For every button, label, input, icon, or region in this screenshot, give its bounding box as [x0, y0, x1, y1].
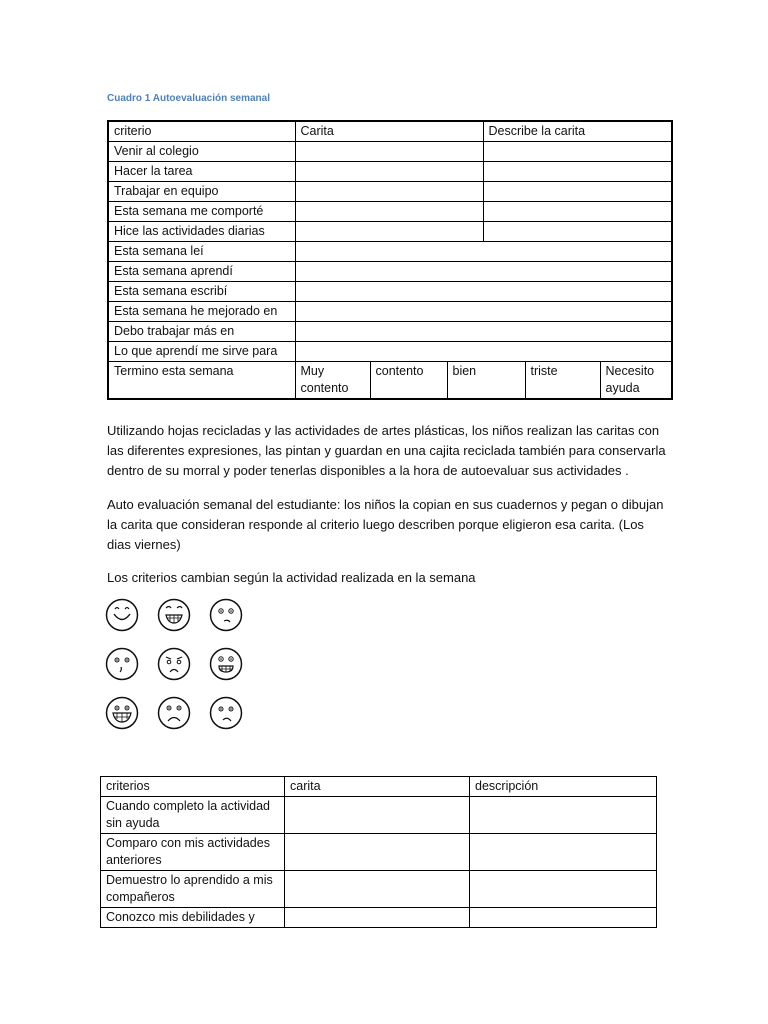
describe-cell [483, 222, 672, 242]
criteria-table [100, 776, 657, 928]
option-muy-contento: Muy contento [295, 362, 370, 400]
table-row [101, 908, 657, 928]
very-happy-face-icon [105, 598, 139, 632]
option-triste: triste [525, 362, 600, 400]
carita-cell [285, 834, 470, 871]
row-label: Cuando completo la actividad sin ayuda [101, 797, 285, 834]
table-header-row [101, 777, 657, 797]
neutral-face-icon [105, 647, 139, 681]
row-label: Lo que aprendí me sirve para [108, 342, 295, 362]
paragraph-weekly-evaluation: Auto evaluación semanal del estudiante: los niños la copian en sus cuadernos y pegan o dibujan la carita que consideran responde al criterio luego describen porque eligieron esa carita. (Los dias viernes) [107, 497, 664, 552]
grimace-face-icon [209, 647, 243, 681]
row-label: Demuestro lo aprendido a mis compañeros [101, 871, 285, 908]
table-row [108, 322, 672, 342]
answer-cell [295, 262, 672, 282]
table-caption: Cuadro 1 Autoevaluación semanal [107, 93, 271, 104]
row-label: Termino esta semana [108, 362, 295, 400]
angry-face-icon [157, 647, 191, 681]
row-label: Hice las actividades diarias [108, 222, 295, 242]
description-cell [470, 908, 657, 928]
description-cell [470, 797, 657, 834]
table-row [108, 222, 672, 242]
description-cell [470, 871, 657, 908]
table-row [108, 182, 672, 202]
grinning-face-icon [157, 598, 191, 632]
carita-cell [295, 162, 483, 182]
table-row [108, 202, 672, 222]
header-criterios: criterios [101, 777, 285, 797]
table-row [108, 342, 672, 362]
answer-cell [295, 282, 672, 302]
row-label: Esta semana aprendí [108, 262, 295, 282]
table-row [101, 871, 657, 908]
row-label: Comparo con mis actividades anteriores [101, 834, 285, 871]
answer-cell [295, 302, 672, 322]
table-row [108, 282, 672, 302]
option-bien: bien [447, 362, 525, 400]
header-criterio: criterio [108, 121, 295, 142]
row-label: Trabajar en equipo [108, 182, 295, 202]
table-row [101, 834, 657, 871]
describe-cell [483, 202, 672, 222]
option-contento: contento [370, 362, 447, 400]
row-label: Hacer la tarea [108, 162, 295, 182]
sad-face-icon [157, 696, 191, 730]
answer-cell [295, 342, 672, 362]
carita-cell [295, 182, 483, 202]
smirk-face-icon [209, 598, 243, 632]
faces-grid [105, 598, 255, 733]
header-carita: Carita [295, 121, 483, 142]
table-row [108, 242, 672, 262]
table-row [108, 142, 672, 162]
describe-cell [483, 142, 672, 162]
table-row [101, 797, 657, 834]
row-label: Esta semana escribí [108, 282, 295, 302]
table-row [108, 162, 672, 182]
row-label: Esta semana leí [108, 242, 295, 262]
row-label: Conozco mis debilidades y [101, 908, 285, 928]
weekly-self-evaluation-table [107, 120, 673, 400]
option-necesito-ayuda: Necesito ayuda [600, 362, 672, 400]
description-cell [470, 834, 657, 871]
carita-cell [285, 871, 470, 908]
header-carita: carita [285, 777, 470, 797]
table-row [108, 262, 672, 282]
row-label: Venir al colegio [108, 142, 295, 162]
carita-cell [295, 202, 483, 222]
header-descripcion: descripción [470, 777, 657, 797]
row-label: Esta semana he mejorado en [108, 302, 295, 322]
describe-cell [483, 182, 672, 202]
table-row [108, 302, 672, 322]
row-label: Esta semana me comporté [108, 202, 295, 222]
header-describe: Describe la carita [483, 121, 672, 142]
carita-cell [285, 797, 470, 834]
table-row-final [108, 362, 672, 400]
answer-cell [295, 242, 672, 262]
answer-cell [295, 322, 672, 342]
row-label: Debo trabajar más en [108, 322, 295, 342]
carita-cell [285, 908, 470, 928]
table-header-row [108, 121, 672, 142]
paragraph-recycled-faces: Utilizando hojas recicladas y las actividades de artes plásticas, los niños realizan las caritas con las diferentes expresiones, las pintan y guardan en una cajita reciclada también para conservarla dentro de su morral y poder tenerlas disponibles a la hora de autoevaluar sus actividades . [107, 423, 666, 478]
carita-cell [295, 222, 483, 242]
carita-cell [295, 142, 483, 162]
describe-cell [483, 162, 672, 182]
big-smile-face-icon [105, 696, 139, 730]
paragraph-criteria-change: Los criterios cambian según la actividad realizada en la semana [107, 570, 476, 585]
frown-face-icon [209, 696, 243, 730]
